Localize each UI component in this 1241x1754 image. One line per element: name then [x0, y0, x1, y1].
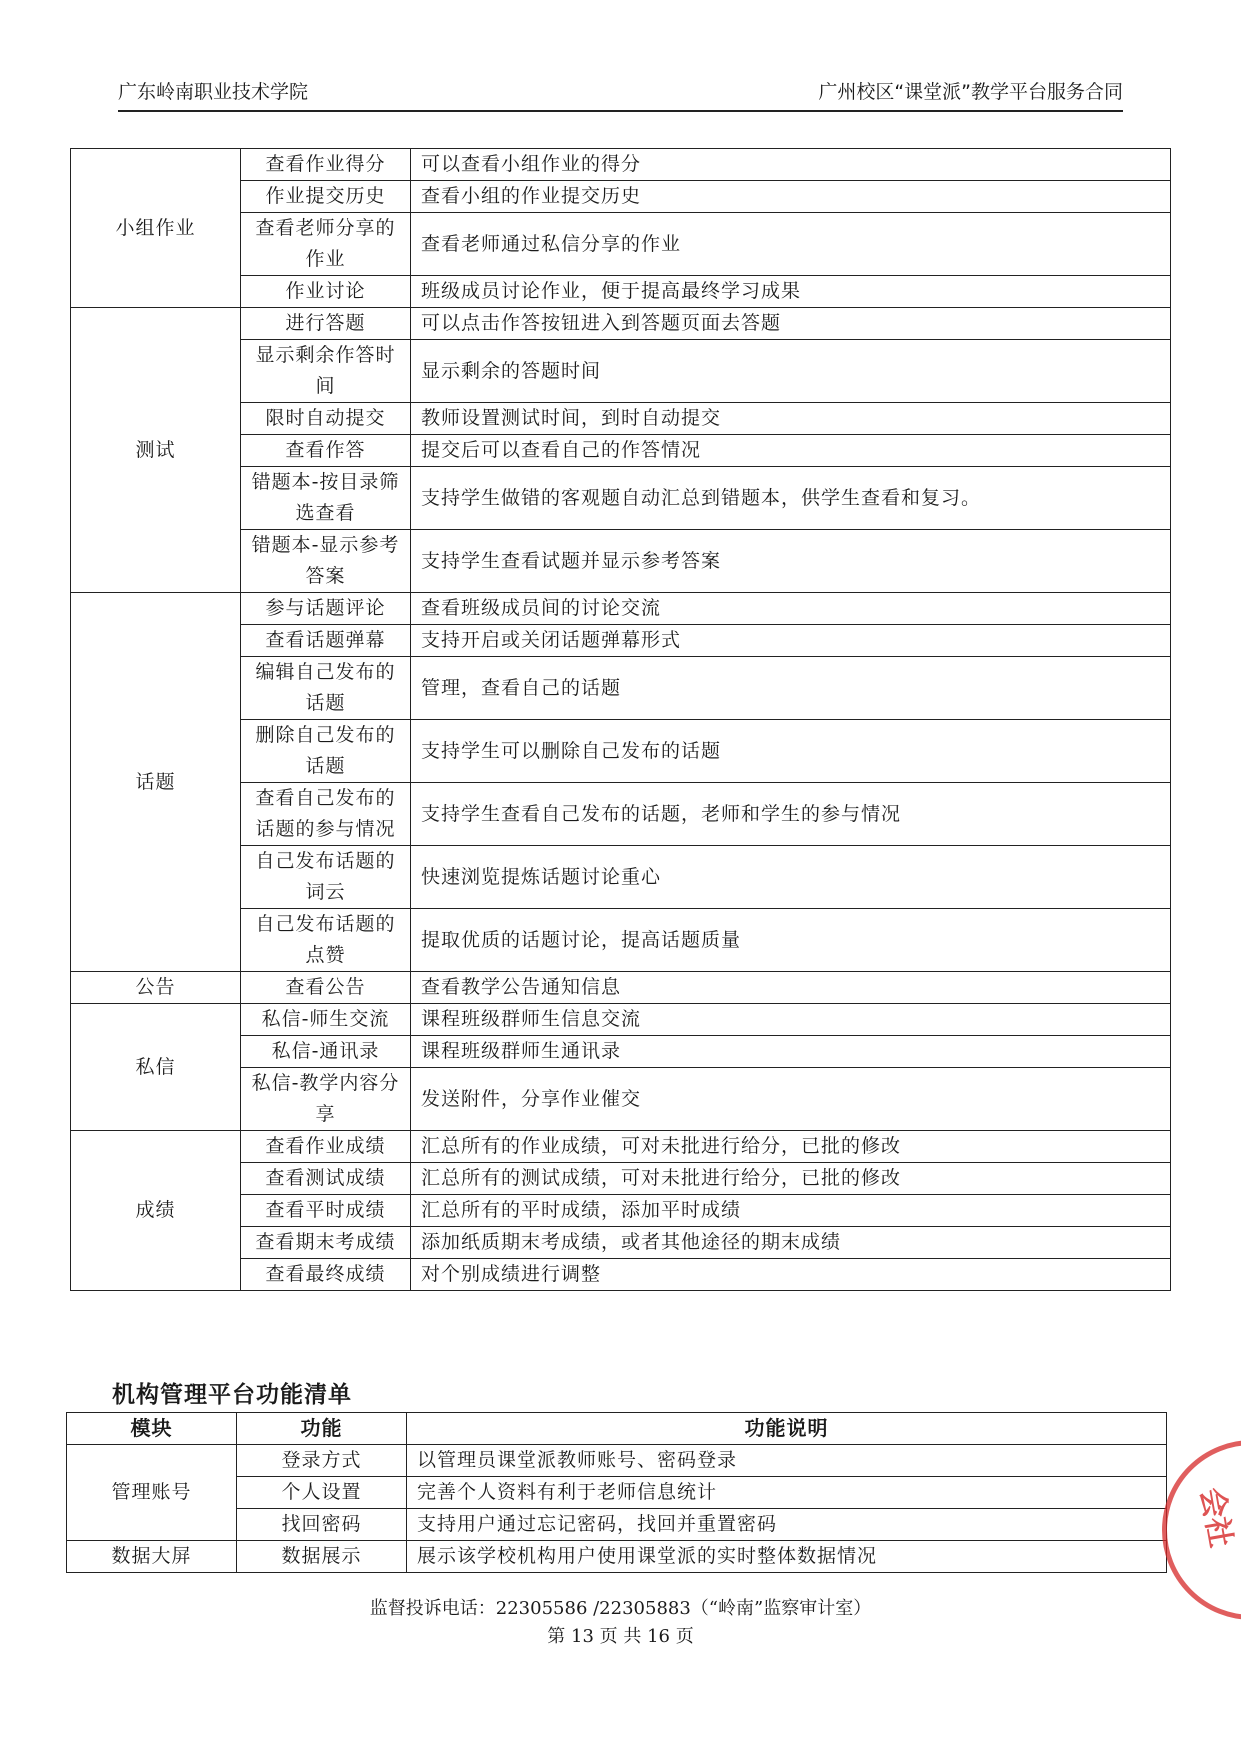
table-row — [71, 593, 1171, 625]
table-row — [71, 308, 1171, 340]
function-cell: 作业讨论 — [241, 276, 411, 308]
description-cell: 班级成员讨论作业，便于提高最终学习成果 — [411, 276, 1171, 308]
description-cell: 汇总所有的作业成绩，可对未批进行给分，已批的修改 — [411, 1131, 1171, 1163]
function-cell: 错题本-显示参考答案 — [241, 530, 411, 593]
module-cell: 话题 — [71, 593, 241, 972]
table-row — [67, 1541, 1167, 1573]
description-cell: 支持用户通过忘记密码，找回并重置密码 — [407, 1509, 1167, 1541]
function-cell: 查看作答 — [241, 435, 411, 467]
description-cell: 提交后可以查看自己的作答情况 — [411, 435, 1171, 467]
description-cell: 展示该学校机构用户使用课堂派的实时整体数据情况 — [407, 1541, 1167, 1573]
institution-function-table — [66, 1412, 1167, 1573]
description-cell: 查看小组的作业提交历史 — [411, 181, 1171, 213]
student-function-table — [70, 148, 1171, 1291]
function-cell: 私信-教学内容分享 — [241, 1068, 411, 1131]
function-cell: 显示剩余作答时间 — [241, 340, 411, 403]
module-cell: 私信 — [71, 1004, 241, 1131]
function-cell: 查看作业成绩 — [241, 1131, 411, 1163]
description-cell: 课程班级群师生通讯录 — [411, 1036, 1171, 1068]
description-cell: 对个别成绩进行调整 — [411, 1259, 1171, 1291]
module-cell: 成绩 — [71, 1131, 241, 1291]
footer-page-number: 第 13 页 共 16 页 — [547, 1626, 694, 1647]
description-cell: 汇总所有的平时成绩，添加平时成绩 — [411, 1195, 1171, 1227]
function-cell: 私信-通讯录 — [241, 1036, 411, 1068]
function-cell: 查看最终成绩 — [241, 1259, 411, 1291]
description-cell: 提取优质的话题讨论，提高话题质量 — [411, 909, 1171, 972]
function-cell: 删除自己发布的话题 — [241, 720, 411, 783]
description-cell: 课程班级群师生信息交流 — [411, 1004, 1171, 1036]
function-cell: 编辑自己发布的话题 — [241, 657, 411, 720]
description-cell: 支持学生做错的客观题自动汇总到错题本，供学生查看和复习。 — [411, 467, 1171, 530]
description-cell: 发送附件，分享作业催交 — [411, 1068, 1171, 1131]
description-cell: 显示剩余的答题时间 — [411, 340, 1171, 403]
module-cell: 数据大屏 — [67, 1541, 237, 1573]
description-cell: 管理，查看自己的话题 — [411, 657, 1171, 720]
header-function: 功能 — [237, 1413, 407, 1445]
table-row — [67, 1445, 1167, 1477]
description-cell: 查看老师通过私信分享的作业 — [411, 213, 1171, 276]
function-cell: 查看老师分享的作业 — [241, 213, 411, 276]
inst-section-title: 机构管理平台功能清单 — [112, 1382, 352, 1408]
description-cell: 查看班级成员间的讨论交流 — [411, 593, 1171, 625]
module-cell: 小组作业 — [71, 149, 241, 308]
table-row — [71, 1131, 1171, 1163]
table-header-row — [67, 1413, 1167, 1445]
function-cell: 查看期末考成绩 — [241, 1227, 411, 1259]
description-cell: 支持学生查看试题并显示参考答案 — [411, 530, 1171, 593]
description-cell: 可以点击作答按钮进入到答题页面去答题 — [411, 308, 1171, 340]
module-cell: 测试 — [71, 308, 241, 593]
description-cell: 快速浏览提炼话题讨论重心 — [411, 846, 1171, 909]
description-cell: 添加纸质期末考成绩，或者其他途径的期末成绩 — [411, 1227, 1171, 1259]
function-cell: 进行答题 — [241, 308, 411, 340]
table-row — [71, 149, 1171, 181]
footer-contact: 监督投诉电话：22305586 /22305883（“岭南”监察审计室） — [369, 1598, 872, 1619]
description-cell: 完善个人资料有利于老师信息统计 — [407, 1477, 1167, 1509]
function-cell: 查看作业得分 — [241, 149, 411, 181]
description-cell: 汇总所有的测试成绩，可对未批进行给分，已批的修改 — [411, 1163, 1171, 1195]
description-cell: 支持学生可以删除自己发布的话题 — [411, 720, 1171, 783]
header-institution: 广东岭南职业技术学院 — [118, 81, 309, 103]
description-cell: 教师设置测试时间，到时自动提交 — [411, 403, 1171, 435]
module-cell: 公告 — [71, 972, 241, 1004]
description-cell: 可以查看小组作业的得分 — [411, 149, 1171, 181]
description-cell: 支持学生查看自己发布的话题，老师和学生的参与情况 — [411, 783, 1171, 846]
module-cell: 管理账号 — [67, 1445, 237, 1541]
function-cell: 登录方式 — [237, 1445, 407, 1477]
function-cell: 私信-师生交流 — [241, 1004, 411, 1036]
page-header — [118, 78, 1123, 112]
header-contract-title: 广州校区“课堂派”教学平台服务合同 — [818, 81, 1123, 103]
function-cell: 查看测试成绩 — [241, 1163, 411, 1195]
function-cell: 作业提交历史 — [241, 181, 411, 213]
function-cell: 个人设置 — [237, 1477, 407, 1509]
description-cell: 查看教学公告通知信息 — [411, 972, 1171, 1004]
function-cell: 数据展示 — [237, 1541, 407, 1573]
function-cell: 找回密码 — [237, 1509, 407, 1541]
function-cell: 查看公告 — [241, 972, 411, 1004]
function-cell: 参与话题评论 — [241, 593, 411, 625]
function-cell: 查看平时成绩 — [241, 1195, 411, 1227]
table-row — [71, 972, 1171, 1004]
function-cell: 查看自己发布的话题的参与情况 — [241, 783, 411, 846]
header-module: 模块 — [67, 1413, 237, 1445]
header-description: 功能说明 — [407, 1413, 1167, 1445]
seal-text: 会社 — [1193, 1485, 1238, 1551]
function-cell: 查看话题弹幕 — [241, 625, 411, 657]
description-cell: 支持开启或关闭话题弹幕形式 — [411, 625, 1171, 657]
function-cell: 限时自动提交 — [241, 403, 411, 435]
function-cell: 自己发布话题的点赞 — [241, 909, 411, 972]
function-cell: 错题本-按目录筛选查看 — [241, 467, 411, 530]
table-row — [71, 1004, 1171, 1036]
function-cell: 自己发布话题的词云 — [241, 846, 411, 909]
red-seal-stamp — [1162, 1440, 1241, 1620]
description-cell: 以管理员课堂派教师账号、密码登录 — [407, 1445, 1167, 1477]
